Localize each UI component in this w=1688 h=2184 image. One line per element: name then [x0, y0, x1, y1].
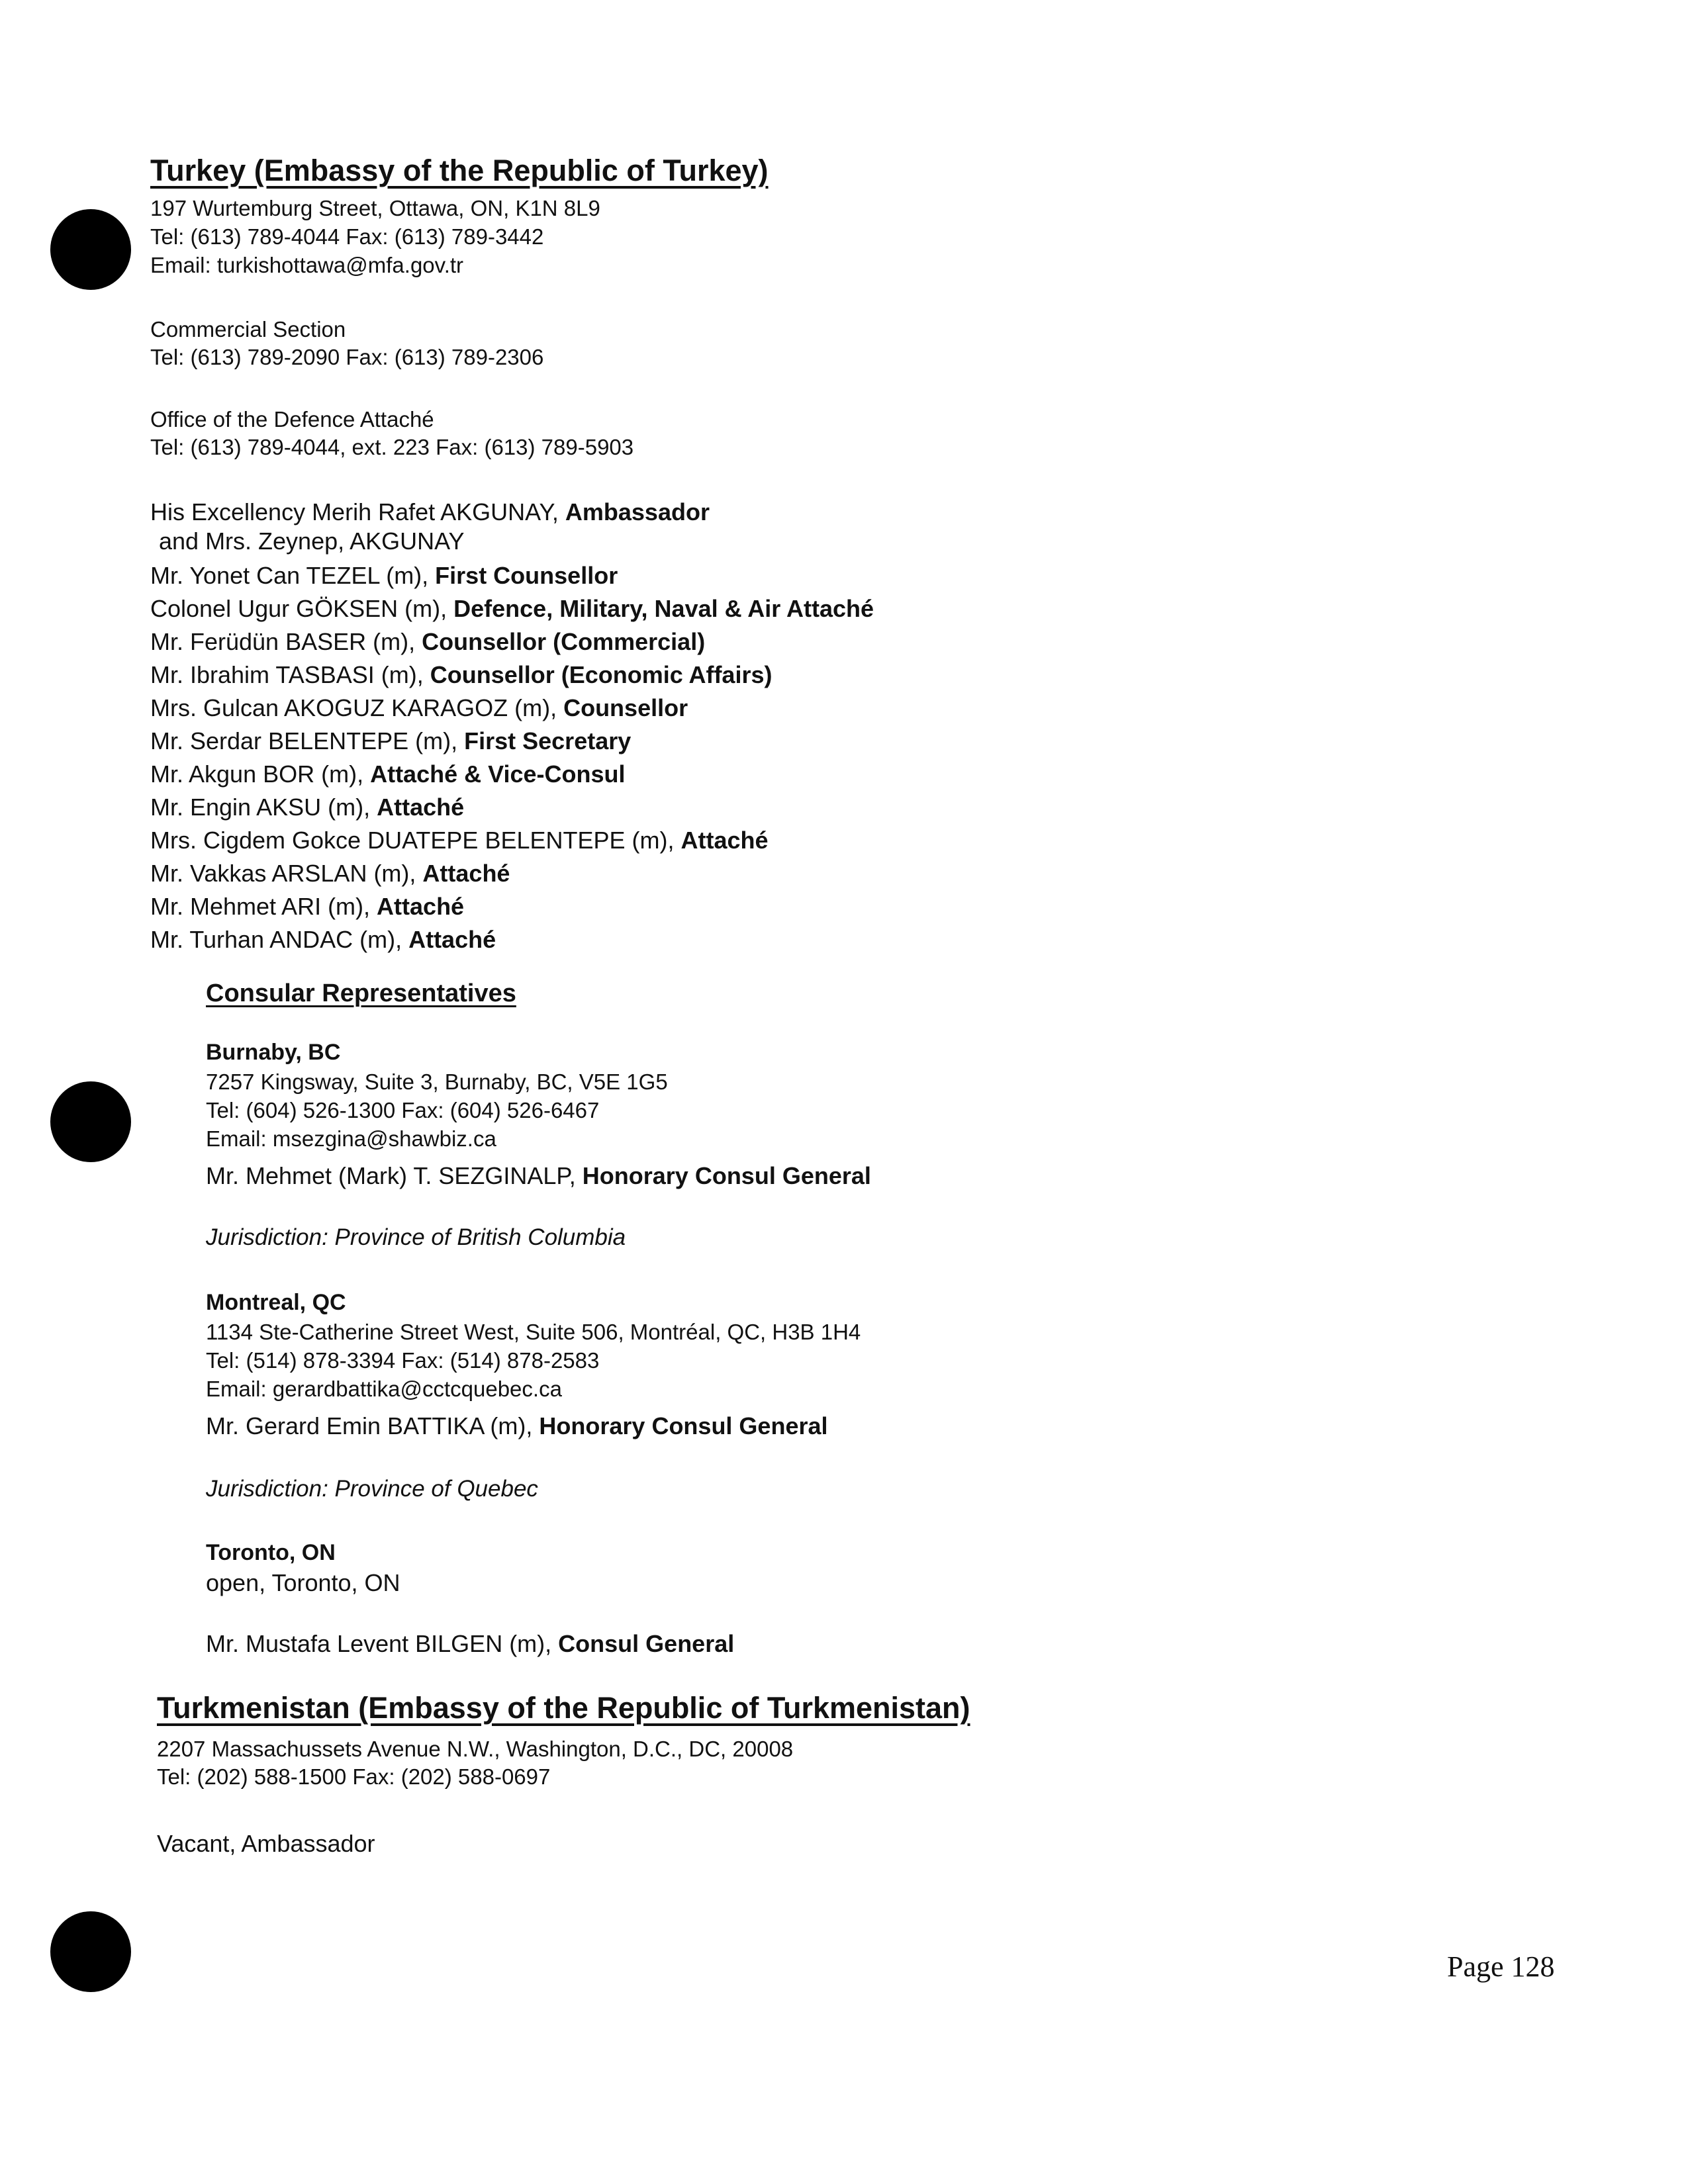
staff-row	[150, 796, 464, 819]
staff-name: Mr. Yonet Can TEZEL (m),	[150, 562, 436, 589]
turkey-tel-fax: Tel: (613) 789-4044 Fax: (613) 789-3442	[150, 224, 544, 249]
toronto-rep-name: Mr. Mustafa Levent BILGEN (m),	[206, 1630, 559, 1657]
montreal-email: Email: gerardbattika@cctcquebec.ca	[206, 1377, 562, 1401]
toronto-rep-title: Consul General	[558, 1630, 735, 1657]
burnaby-email: Email: msezgina@shawbiz.ca	[206, 1126, 496, 1151]
turkey-email: Email: turkishottawa@mfa.gov.tr	[150, 253, 464, 277]
staff-name: Mrs. Cigdem Gokce DUATEPE BELENTEPE (m),	[150, 827, 681, 854]
staff-title: Attaché	[377, 794, 465, 821]
staff-title: Attaché	[377, 893, 465, 920]
staff-row	[150, 564, 618, 588]
ambassador-name: His Excellency Merih Rafet AKGUNAY,	[150, 498, 565, 525]
ambassador-title: Ambassador	[565, 498, 710, 525]
montreal-address: 1134 Ste-Catherine Street West, Suite 506, Montréal, QC, H3B 1H4	[206, 1320, 861, 1344]
ambassador-line	[150, 500, 710, 524]
staff-row	[150, 597, 874, 621]
burnaby-rep-title: Honorary Consul General	[582, 1162, 871, 1189]
burnaby-address: 7257 Kingsway, Suite 3, Burnaby, BC, V5E 1G5	[206, 1069, 668, 1094]
binder-hole-middle	[50, 1081, 131, 1162]
burnaby-city: Burnaby, BC	[206, 1040, 341, 1065]
turkey-address: 197 Wurtemburg Street, Ottawa, ON, K1N 8L9	[150, 196, 600, 220]
defence-office-tel: Tel: (613) 789-4044, ext. 223 Fax: (613) 789-5903	[150, 435, 634, 459]
binder-hole-top	[50, 209, 131, 290]
montreal-city: Montreal, QC	[206, 1290, 346, 1315]
staff-title: Counsellor (Commercial)	[422, 628, 706, 655]
staff-title: Attaché & Vice-Consul	[370, 760, 626, 788]
staff-row	[150, 663, 772, 687]
montreal-jurisdiction: Jurisdiction: Province of Quebec	[206, 1476, 538, 1502]
staff-row	[150, 862, 510, 886]
staff-title: Counsellor (Economic Affairs)	[430, 661, 773, 688]
toronto-city: Toronto, ON	[206, 1540, 336, 1565]
staff-title: First Secretary	[464, 727, 632, 754]
staff-row	[150, 630, 705, 654]
montreal-tel-fax: Tel: (514) 878-3394 Fax: (514) 878-2583	[206, 1348, 600, 1373]
staff-title: Attaché	[408, 926, 496, 953]
staff-name: Mr. Ferüdün BASER (m),	[150, 628, 422, 655]
staff-row	[150, 928, 496, 952]
staff-title: Defence, Military, Naval & Air Attaché	[453, 595, 874, 622]
page-number: Page 128	[1447, 1950, 1555, 1983]
commercial-section-title: Commercial Section	[150, 317, 346, 341]
turkmenistan-address: 2207 Massachussets Avenue N.W., Washington, D.C., DC, 20008	[157, 1737, 794, 1761]
staff-name: Colonel Ugur GÖKSEN (m),	[150, 595, 454, 622]
staff-row	[150, 762, 626, 786]
staff-row	[150, 895, 464, 919]
staff-name: Mr. Mehmet ARI (m),	[150, 893, 377, 920]
commercial-section-tel: Tel: (613) 789-2090 Fax: (613) 789-2306	[150, 345, 544, 369]
staff-name: Mr. Serdar BELENTEPE (m),	[150, 727, 465, 754]
turkmenistan-ambassador: Vacant, Ambassador	[157, 1830, 375, 1857]
montreal-rep-title: Honorary Consul General	[539, 1412, 828, 1439]
burnaby-tel-fax: Tel: (604) 526-1300 Fax: (604) 526-6467	[206, 1098, 600, 1122]
staff-title: Attaché	[680, 827, 769, 854]
staff-title: Counsellor	[563, 694, 688, 721]
staff-row	[150, 696, 688, 720]
burnaby-rep-name: Mr. Mehmet (Mark) T. SEZGINALP,	[206, 1162, 583, 1189]
staff-name: Mr. Engin AKSU (m),	[150, 794, 377, 821]
consular-representatives-heading: Consular Representatives	[206, 979, 516, 1007]
staff-title: Attaché	[422, 860, 510, 887]
staff-title: First Counsellor	[435, 562, 618, 589]
staff-name: Mr. Akgun BOR (m),	[150, 760, 371, 788]
staff-name: Mrs. Gulcan AKOGUZ KARAGOZ (m),	[150, 694, 564, 721]
staff-row	[150, 729, 631, 753]
burnaby-representative	[206, 1164, 871, 1188]
staff-row	[150, 829, 769, 852]
turkmenistan-tel-fax: Tel: (202) 588-1500 Fax: (202) 588-0697	[157, 1764, 551, 1789]
binder-hole-bottom	[50, 1911, 131, 1992]
montreal-rep-name: Mr. Gerard Emin BATTIKA (m),	[206, 1412, 539, 1439]
staff-name: Mr. Turhan ANDAC (m),	[150, 926, 409, 953]
ambassador-spouse: and Mrs. Zeynep, AKGUNAY	[159, 527, 465, 555]
staff-name: Mr. Ibrahim TASBASI (m),	[150, 661, 430, 688]
staff-name: Mr. Vakkas ARSLAN (m),	[150, 860, 423, 887]
turkey-heading: Turkey (Embassy of the Republic of Turkey)	[150, 154, 769, 187]
toronto-representative	[206, 1632, 734, 1656]
turkmenistan-heading: Turkmenistan (Embassy of the Republic of Turkmenistan)	[157, 1691, 970, 1725]
montreal-representative	[206, 1414, 828, 1438]
defence-office-title: Office of the Defence Attaché	[150, 407, 434, 432]
toronto-address: open, Toronto, ON	[206, 1569, 400, 1596]
burnaby-jurisdiction: Jurisdiction: Province of British Columbia	[206, 1224, 626, 1250]
